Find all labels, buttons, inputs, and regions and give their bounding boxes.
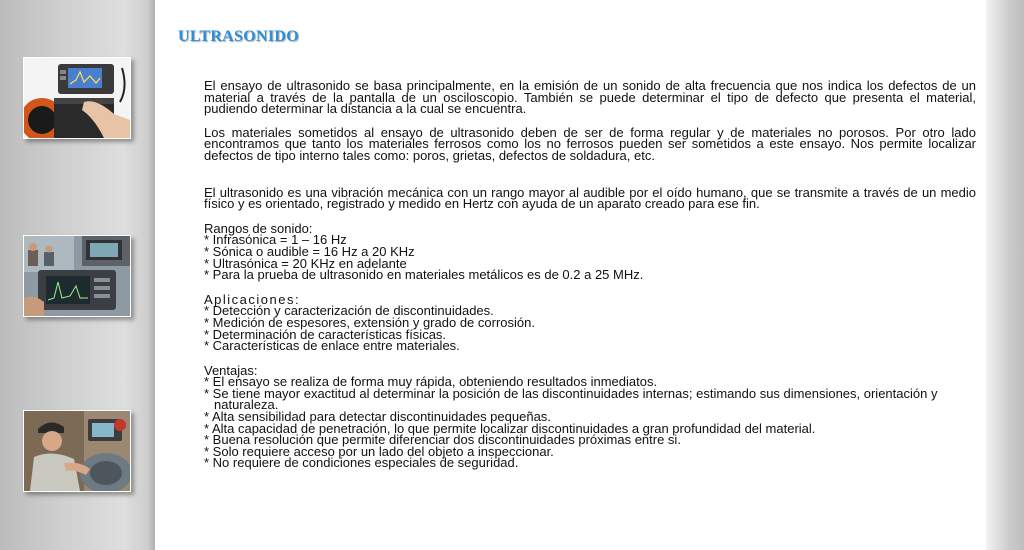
list-item: * Se tiene mayor exactitud al determinar la posición de las discontinuidades internas; estimando sus dimensiones, orientación y naturaleza.: [204, 385, 938, 413]
materials-paragraph: Los materiales sometidos al ensayo de ultrasonido deben de ser de forma regular y de materiales no porosos. Por otro lado encontramos que tanto los materiales ferrosos como los no ferrosos pueden ser sometidos a este ensayo. Nos permite localizar defectos de tipo interno tales como: poros, grietas, defectos de soldadura, etc.: [204, 124, 976, 163]
list-item: * Sónica o audible = 16 Hz a 20 KHz: [204, 243, 415, 259]
list-item: * Infrasónica = 1 – 16 Hz: [204, 232, 347, 248]
photo-field-inspection: [23, 235, 131, 317]
list-item: * Determinación de características físicas.: [204, 326, 447, 342]
list-item: * Características de enlace entre materiales.: [204, 338, 460, 354]
list-item: * Medición de espesores, extensión y grado de corrosión.: [204, 314, 535, 330]
advantages-list: [204, 362, 976, 471]
list-item: * Solo requiere acceso por un lado del objeto a inspeccionar.: [204, 443, 554, 459]
list-item: * Ultrasónica = 20 KHz en adelante: [204, 255, 407, 271]
sound-ranges-heading: Rangos de sonido:: [204, 220, 313, 236]
article-body: [204, 80, 976, 469]
list-item: * Alta capacidad de penetración, lo que permite localizar discontinuidades a gran profundidad del material.: [204, 420, 816, 436]
applications-list: [204, 291, 976, 354]
applications-heading: Aplicaciones:: [204, 291, 301, 307]
photo-technician-inspecting: [23, 410, 131, 492]
definition-paragraph: El ultrasonido es una vibración mecánica con un rango mayor al audible por el oído humano, que se transmite a través de un medio físico y es orientado, registrado y medido en Hertz con ayuda de un aparato creado para ese fin.: [204, 184, 976, 212]
list-item: * Para la prueba de ultrasonido en materiales metálicos es de 0.2 a 25 MHz.: [204, 267, 644, 283]
page-title: ULTRASONIDO: [178, 28, 299, 45]
list-item: * Alta sensibilidad para detectar discontinuidades pequeñas.: [204, 409, 551, 425]
sound-ranges-list: [204, 220, 976, 283]
list-item: * Detección y caracterización de discontinuidades.: [204, 303, 494, 319]
list-item: * El ensayo se realiza de forma muy rápida, obteniendo resultados inmediatos.: [204, 374, 658, 390]
list-item: * No requiere de condiciones especiales de seguridad.: [204, 455, 519, 471]
advantages-heading: Ventajas:: [204, 362, 258, 378]
photo-flaw-detector-pipe: [23, 57, 131, 139]
list-item: * Buena resolución que permite diferenciar dos discontinuidades próximas entre si.: [204, 432, 681, 448]
intro-paragraph: El ensayo de ultrasonido se basa principalmente, en la emisión de un sonido de alta frecuencia que nos indica los defectos de un material a través de la pantalla de un osciloscopio. También se puede determinar el tipo de defecto que presenta el material, pudiendo determinar la distancia a la cual se encuentra.: [204, 78, 976, 117]
right-edge-band: [986, 0, 1024, 550]
